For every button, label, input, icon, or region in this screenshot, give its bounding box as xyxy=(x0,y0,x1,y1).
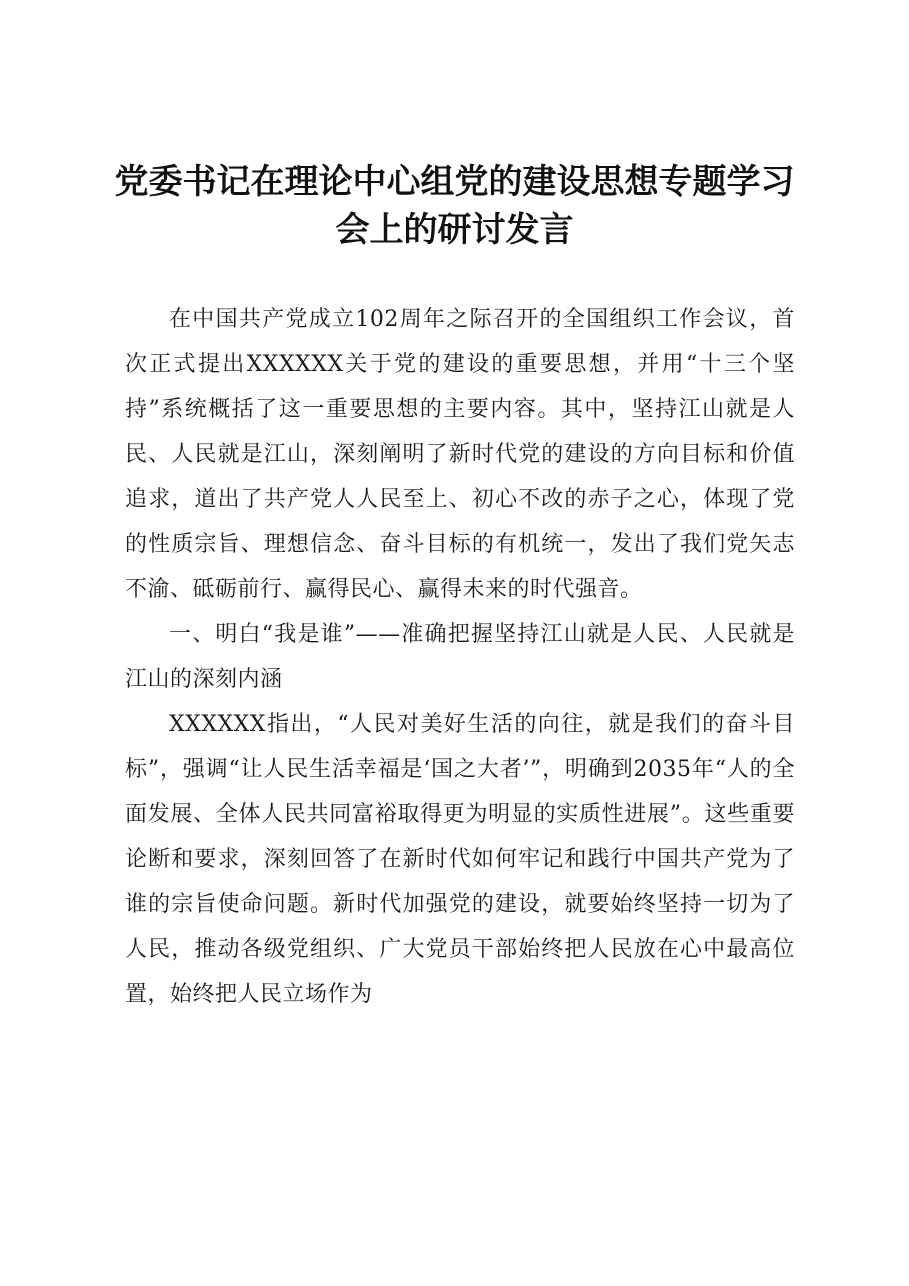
document-title: 党委书记在理论中心组党的建设思想专题学习会上的研讨发言 xyxy=(114,162,795,250)
paragraph-intro: 在中国共产党成立102周年之际召开的全国组织工作会议，首次正式提出XXXXXX关于党的建设的重要思想，并用“十三个坚持”系统概括了这一重要思想的主要内容。其中，坚持江山就是人民、人民就是江山，深刻阐明了新时代党的建设的方向目标和价值追求，道出了共产党人人民至上、初心不改的赤子之心，体现了党的性质宗旨、理想信念、奋斗目标的有机统一，发出了我们党矢志不渝、砥砺前行、赢得民心、赢得未来的时代强音。 xyxy=(125,307,795,602)
document-body xyxy=(125,297,795,1017)
section-heading-1: 一、明白“我是谁”——准确把握坚持江山就是人民、人民就是江山的深刻内涵 xyxy=(125,622,795,692)
paragraph-section-1: XXXXXX指出，“人民对美好生活的向往，就是我们的奋斗目标”，强调“让人民生活幸福是‘国之大者’”，明确到2035年“人的全面发展、全体人民共同富裕取得更为明显的实质性进展”。这些重要论断和要求，深刻回答了在新时代如何牢记和践行中国共产党为了谁的宗旨使命问题。新时代加强党的建设，就要始终坚持一切为了人民，推动各级党组织、广大党员干部始终把人民放在心中最高位置，始终把人民立场作为 xyxy=(125,712,795,1007)
